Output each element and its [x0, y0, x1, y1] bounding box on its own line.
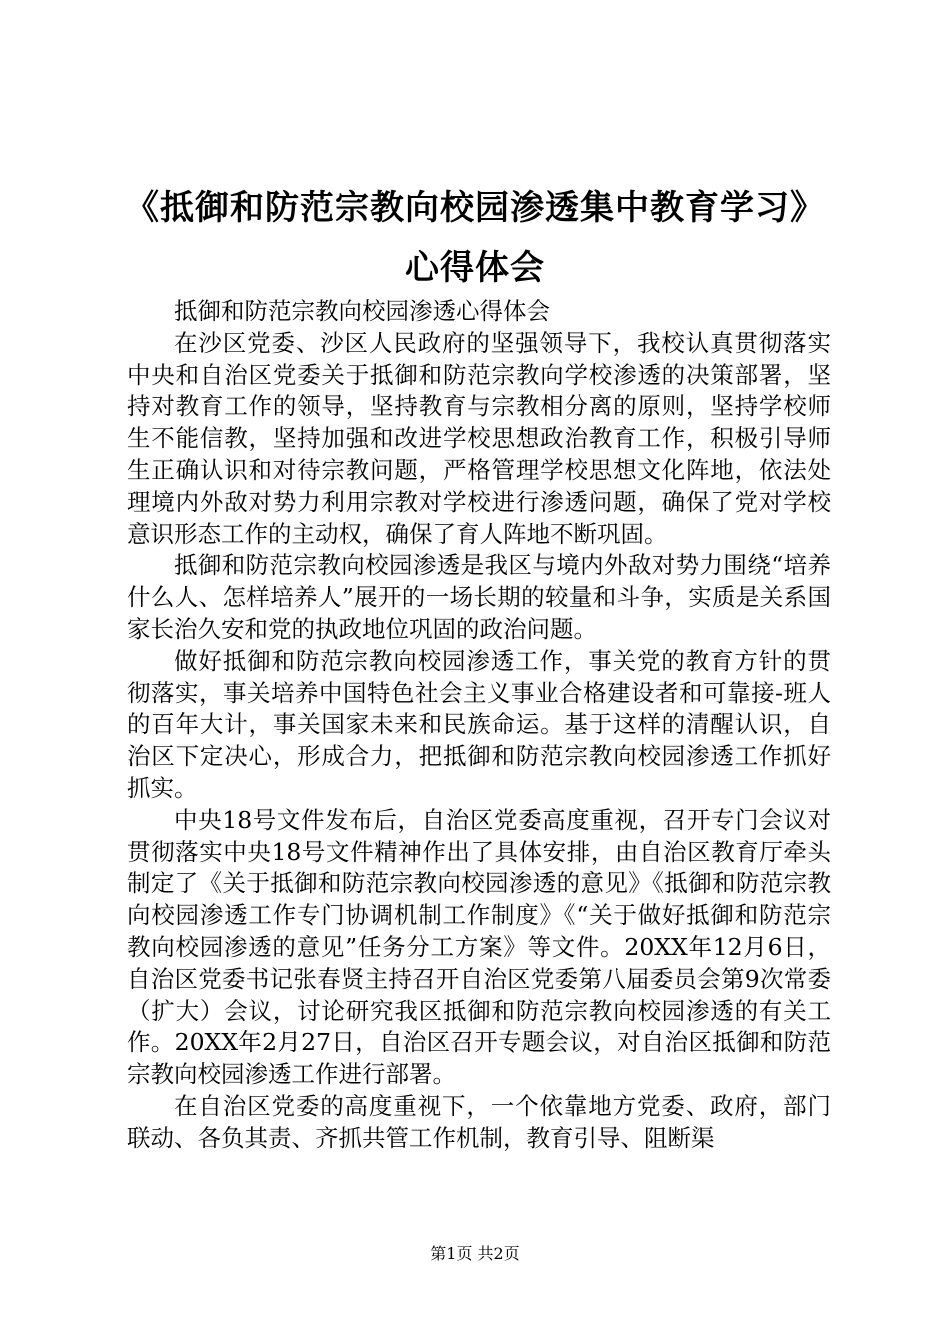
document-title-line-1: 《抵御和防范宗教向校园渗透集中教育学习》 — [125, 188, 825, 228]
paragraph: 在沙区党委、沙区人民政府的坚强领导下，我校认真贯彻落实中央和自治区党委关于抵御和防范宗教向学校渗透的决策部署，坚持对教育工作的领导，坚持教育与宗教相分离的原则，坚持学校师生不能信教，坚持加强和改进学校思想政治教育工作，积极引导师生正确认识和对待宗教问题，严格管理学校思想文化阵地，依法处理境内外敌对势力利用宗教对学校进行渗透问题，确保了党对学校意识形态工作的主动权，确保了育人阵地不断巩固。 — [127, 328, 831, 548]
paragraph: 中央18号文件发布后，自治区党委高度重视，召开专门会议对贯彻落实中央18号文件精神作出了具体安排，由自治区教育厅牵头制定了《关于抵御和防范宗教向校园渗透的意见》《抵御和防范宗教向校园渗透工作专门协调机制工作制度》《“关于做好抵御和防范宗教向校园渗透的意见”任务分工方案》等文件。20XX年12月6日，自治区党委书记张春贤主持召开自治区党委第八届委员会第9次常委（扩大）会议，讨论研究我区抵御和防范宗教向校园渗透的有关工作。20XX年2月27日，自治区召开专题会议，对自治区抵御和防范宗教向校园渗透工作进行部署。 — [127, 805, 831, 1089]
document-title-line-2: 心得体会 — [405, 248, 545, 288]
document-body — [127, 296, 831, 1155]
paragraph-subtitle: 抵御和防范宗教向校园渗透心得体会 — [174, 297, 550, 325]
page-number-footer: 第1页 共2页 — [430, 1244, 520, 1263]
paragraph: 做好抵御和防范宗教向校园渗透工作，事关党的教育方针的贯彻落实，事关培养中国特色社会主义事业合格建设者和可靠接-班人的百年大计，事关国家未来和民族命运。基于这样的清醒认识，自治区下定决心，形成合力，把抵御和防范宗教向校园渗透工作抓好抓实。 — [127, 646, 831, 802]
paragraph: 抵御和防范宗教向校园渗透是我区与境内外敌对势力围绕“培养什么人、怎样培养人”展开的一场长期的较量和斗争，实质是关系国家长治久安和党的执政地位巩固的政治问题。 — [127, 551, 831, 643]
paragraph: 在自治区党委的高度重视下，一个依靠地方党委、政府，部门联动、各负其责、齐抓共管工作机制，教育引导、阻断渠 — [127, 1091, 831, 1152]
